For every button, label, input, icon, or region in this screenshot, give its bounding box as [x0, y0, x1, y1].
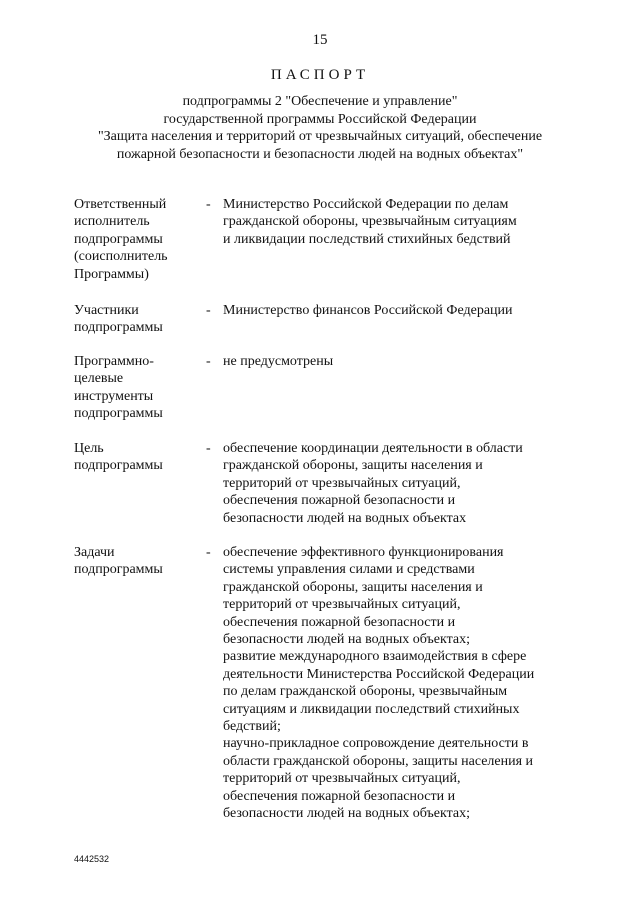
document-title: ПАСПОРТ: [270, 67, 370, 83]
row-value-line: территорий от чрезвычайных ситуаций,: [223, 475, 461, 491]
row-value-line: по делам гражданской обороны, чрезвычайным: [223, 684, 508, 700]
document-subtitle: [0, 93, 640, 163]
row-label-line: Участники: [74, 303, 139, 318]
row-dash: -: [206, 303, 211, 318]
row-value: [223, 353, 578, 370]
row-label: [74, 440, 199, 475]
row-value-line: ситуациям и ликвидации последствий стихийных: [223, 701, 520, 717]
row-value-line: деятельности Министерства Российской Федерации: [223, 666, 535, 682]
row-value: [223, 544, 578, 823]
row-value-line: гражданской обороны, защиты населения и: [223, 579, 483, 595]
subtitle-line: государственной программы Российской Федерации: [163, 111, 477, 127]
row-value-line: территорий от чрезвычайных ситуаций,: [223, 771, 461, 787]
row-label-line: Цель: [74, 441, 104, 456]
subtitle-line: подпрограммы 2 "Обеспечение и управление": [182, 94, 458, 109]
row-label-line: (соисполнитель: [74, 249, 168, 265]
row-label: [74, 196, 199, 283]
row-dash: -: [206, 354, 211, 369]
row-value-line: не предусмотрены: [223, 354, 334, 369]
row-value-line: безопасности людей на водных объектах: [223, 510, 467, 526]
row-value-line: обеспечение координации деятельности в области: [223, 441, 523, 456]
row-label-line: подпрограммы: [74, 231, 163, 247]
row-value-line: обеспечения пожарной безопасности и: [223, 788, 456, 804]
row-label: [74, 544, 199, 579]
row-value-line: обеспечения пожарной безопасности и: [223, 493, 456, 509]
row-value-line: бедствий;: [223, 719, 281, 735]
row-dash: -: [206, 441, 211, 456]
row-label: [74, 302, 199, 337]
row-value-line: системы управления силами и средствами: [223, 562, 475, 578]
row-value-line: гражданской обороны, защиты населения и: [223, 458, 483, 474]
row-value-line: Министерство финансов Российской Федерации: [223, 303, 513, 318]
row-value: [223, 302, 578, 319]
subtitle-line: "Защита населения и территорий от чрезвычайных ситуаций, обеспечение: [97, 129, 543, 144]
row-label-line: исполнитель: [74, 214, 150, 230]
row-dash: -: [206, 545, 211, 560]
row-value-line: территорий от чрезвычайных ситуаций,: [223, 597, 461, 613]
row-value-line: обеспечения пожарной безопасности и: [223, 614, 456, 630]
row-label-line: подпрограммы: [74, 406, 163, 422]
row-label-line: подпрограммы: [74, 458, 163, 474]
row-dash: -: [206, 197, 211, 212]
page-number: 15: [312, 32, 328, 48]
row-value-line: безопасности людей на водных объектах;: [223, 632, 470, 648]
row-value-line: научно-прикладное сопровождение деятельности в: [223, 736, 529, 752]
row-value-line: гражданской обороны, чрезвычайным ситуациям: [223, 214, 517, 230]
row-value-line: безопасности людей на водных объектах;: [223, 806, 470, 822]
row-label-line: подпрограммы: [74, 562, 163, 578]
row-label-line: подпрограммы: [74, 320, 163, 336]
row-label-line: Программно-: [74, 354, 154, 369]
row-label-line: Ответственный: [74, 197, 167, 212]
row-value: [223, 196, 578, 248]
row-value-line: и ликвидации последствий стихийных бедствий: [223, 231, 511, 247]
row-label-line: инструменты: [74, 388, 154, 404]
document-code: 4442532: [74, 854, 110, 864]
row-value-line: области гражданской обороны, защиты населения и: [223, 753, 534, 769]
row-value: [223, 440, 578, 527]
row-value-line: обеспечение эффективного функционирования: [223, 545, 504, 560]
row-label-line: Задачи: [74, 545, 115, 560]
row-label-line: Программы): [74, 266, 149, 282]
row-value-line: Министерство Российской Федерации по делам: [223, 197, 509, 212]
row-value-line: развитие международного взаимодействия в сфере: [223, 649, 527, 665]
subtitle-line: пожарной безопасности и безопасности людей на водных объектах": [116, 146, 524, 162]
row-label-line: целевые: [74, 371, 124, 387]
row-label: [74, 353, 199, 423]
